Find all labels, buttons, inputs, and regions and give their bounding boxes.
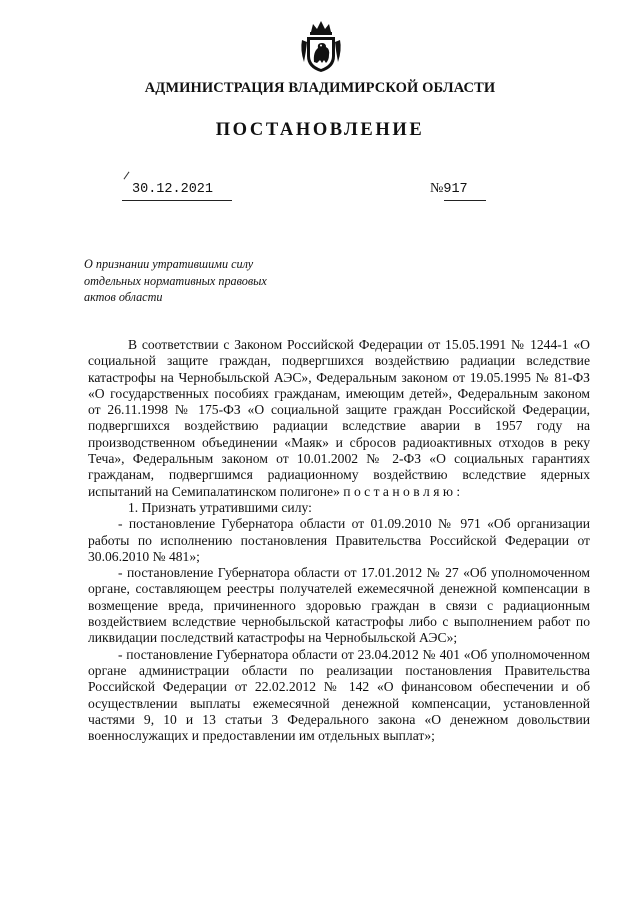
document-number (430, 179, 490, 197)
date-underline (122, 200, 232, 201)
number-underline (444, 200, 486, 201)
document-body (88, 337, 590, 744)
number-value: 917 (443, 182, 468, 197)
number-sign: № (430, 181, 444, 196)
document-subject (84, 256, 304, 306)
list-item: - постановление Губернатора области от 17.01.2012 № 27 «Об уполномоченном органе, составляющем реестры получателей ежемесячной денежной компенсации в возмещение вреда, причиненного здоровью граждан в связи с радиационным воздействием вследствие чернобыльской катастрофы либо с выполнением работ по ликвидации последствий катастрофы на Чернобыльской АЭС»; (88, 565, 590, 646)
point-1: 1. Признать утратившими силу: (128, 499, 312, 515)
preamble-paragraph: В соответствии с Законом Российской Федерации от 15.05.1991 № 1244-1 «О социальной защите граждан, подвергшихся воздействию радиации вследствие катастрофы на Чернобыльской АЭС», Федеральным законом от 19.05.1995 № 81-ФЗ «О государственных пособиях гражданам, имеющим детей», Федеральным законом от 26.11.1998 № 175-ФЗ «О социальной защите граждан Российской Федерации, подвергшихся воздействию радиации вследствие аварии в 1957 году на производственном объединении «Маяк» и сбросов радиоактивных отходов в реку Теча», Федеральным законом от 10.01.2002 № 2-ФЗ «О социальных гарантиях гражданам, подвергшимся радиационному воздействию вследствие ядерных испытаний на Семипалатинском полигоне» п о с т а н о в л я ю : (88, 337, 590, 499)
document-date (122, 179, 232, 197)
list-item: - постановление Губернатора области от 01.09.2010 № 971 «Об организации работы по исполнению постановления Правительства Российской Федерации от 30.06.2010 № 481»; (88, 516, 590, 564)
list-item: - постановление Губернатора области от 23.04.2012 № 401 «Об уполномоченном органе администрации области по реализации постановления Правительства Российской Федерации от 22.02.2012 № 142 «О финансовом обеспечении и об осуществлении выплаты ежемесячной денежной компенсации, установленной частями 9, 10 и 13 статьи 3 Федерального закона «О денежном довольствии военнослужащих и предоставлении им отдельных выплат»; (88, 646, 590, 744)
subject-line: актов области (84, 290, 163, 304)
date-value: 30.12.2021 (132, 182, 214, 197)
handwritten-tick (124, 172, 130, 180)
coat-of-arms-icon (299, 18, 343, 74)
subject-line: О признании утратившими силу (84, 257, 254, 271)
subject-line: отдельных нормативных правовых (84, 273, 267, 288)
document-type: ПОСТАНОВЛЕНИЕ (215, 120, 425, 140)
organization-name: АДМИНИСТРАЦИЯ ВЛАДИМИРСКОЙ ОБЛАСТИ (144, 80, 496, 96)
